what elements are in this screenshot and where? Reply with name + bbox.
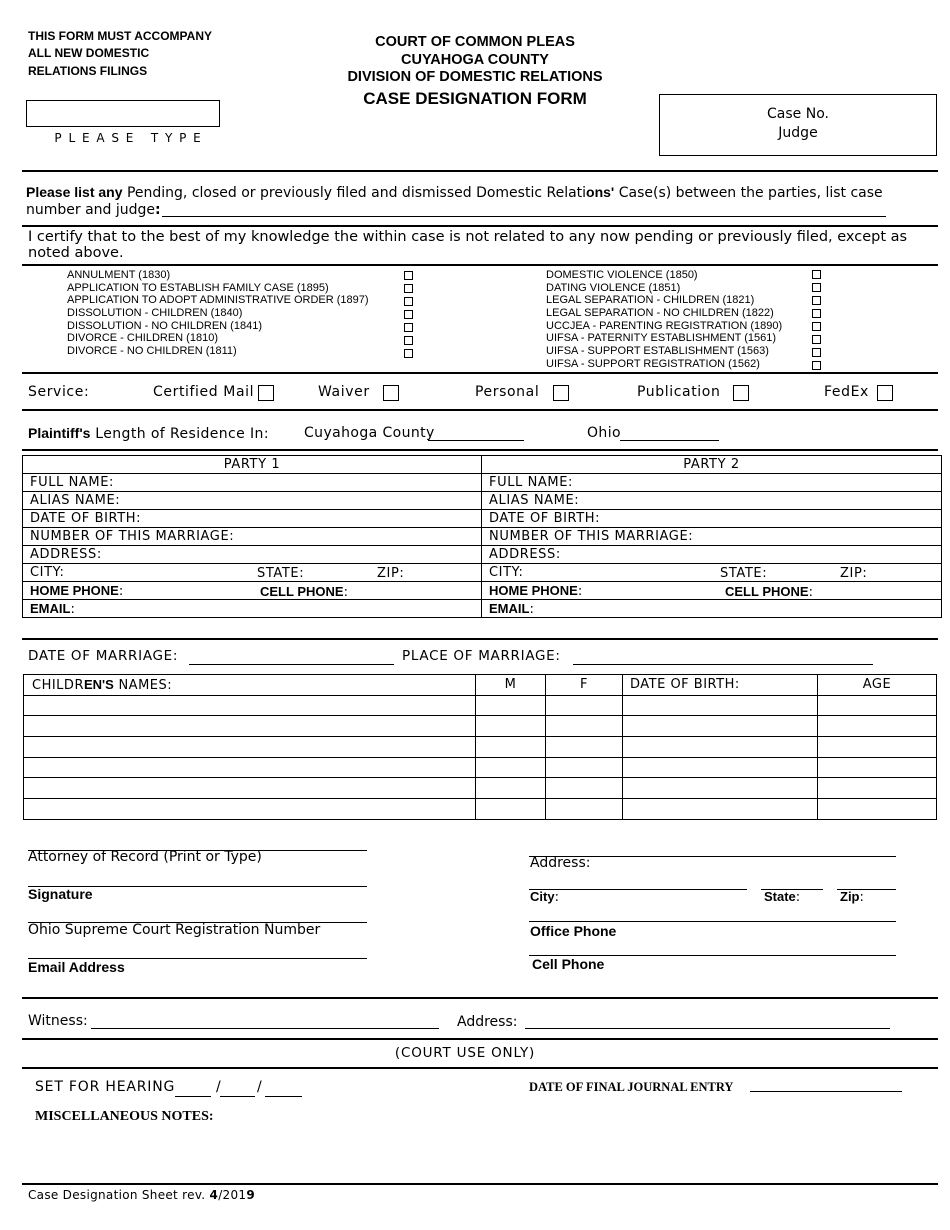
party1-dob-field[interactable]: DATE OF BIRTH:	[23, 510, 482, 528]
case-type-label: DIVORCE - NO CHILDREN (1811)	[67, 345, 237, 358]
service-option-waiver: Waiver	[318, 384, 370, 400]
divider	[22, 409, 938, 411]
divider	[22, 372, 938, 374]
case-type-label: ANNULMENT (1830)	[67, 269, 171, 281]
party1-cell-phone-label: CELL PHONE	[260, 584, 344, 599]
case-type-label: APPLICATION TO ADOPT ADMINISTRATIVE ORDER (1897)	[67, 294, 369, 307]
state-colon: :	[795, 890, 801, 905]
party2-cell-phone-label: CELL PHONE	[725, 584, 809, 599]
hearing-year-field[interactable]	[265, 1096, 302, 1097]
child-name-cell[interactable]	[24, 695, 476, 716]
fedex-checkbox[interactable]	[877, 385, 893, 401]
case-type-checkbox[interactable]	[812, 309, 821, 318]
case-type-label: DIVORCE - CHILDREN (1810)	[67, 332, 218, 345]
party1-phone-field[interactable]	[23, 582, 482, 600]
footer-text: Case Designation Sheet rev.	[28, 1188, 210, 1202]
attorney-record-label: Attorney of Record (Print or Type)	[28, 849, 262, 865]
party1-email-label: EMAIL	[30, 600, 71, 616]
footer-year-digit: 9	[246, 1188, 255, 1202]
form-title: CASE DESIGNATION FORM	[363, 88, 587, 108]
divider	[22, 1067, 938, 1069]
service-option-publication: Publication	[637, 384, 721, 400]
personal-checkbox[interactable]	[553, 385, 569, 401]
child-age-cell[interactable]	[818, 716, 937, 737]
hearing-day-field[interactable]	[220, 1096, 255, 1097]
party1-header: PARTY 1	[23, 456, 482, 474]
related-text: number and judge	[26, 202, 156, 218]
children-names-text: NAMES:	[113, 677, 173, 693]
table-row[interactable]	[24, 695, 937, 716]
children-table	[23, 674, 937, 820]
party1-state-label: STATE:	[257, 566, 305, 581]
party1-cell-phone-colon: :	[343, 585, 349, 600]
service-option-personal: Personal	[475, 384, 540, 400]
party1-address-field[interactable]: ADDRESS:	[23, 546, 482, 564]
filing-notice	[28, 28, 212, 80]
party2-alias-field[interactable]: ALIAS NAME:	[482, 492, 942, 510]
case-type-label: DOMESTIC VIOLENCE (1850)	[546, 269, 698, 281]
child-m-cell[interactable]	[476, 695, 546, 716]
publication-checkbox[interactable]	[733, 385, 749, 401]
case-type-label: UIFSA - PATERNITY ESTABLISHMENT (1561)	[546, 332, 777, 345]
child-name-cell[interactable]	[24, 716, 476, 737]
table-row[interactable]	[24, 799, 937, 820]
divider	[22, 1038, 938, 1040]
case-type-label: DISSOLUTION - NO CHILDREN (1841)	[67, 319, 262, 332]
residence-ohio-label: Ohio	[587, 425, 621, 441]
case-type-checkbox[interactable]	[812, 348, 821, 357]
court-name: COURT OF COMMON PLEAS	[375, 34, 575, 50]
child-dob-cell[interactable]	[623, 799, 818, 820]
party1-city-state-zip-field[interactable]	[23, 564, 482, 582]
case-type-checkbox[interactable]	[404, 271, 413, 280]
witness-address-field[interactable]	[525, 1028, 890, 1029]
hearing-month-field[interactable]	[175, 1096, 211, 1097]
set-for-hearing-label: SET FOR HEARING	[35, 1079, 176, 1095]
children-age-header: AGE	[818, 675, 937, 696]
children-f-header: F	[546, 675, 623, 696]
case-type-label: LEGAL SEPARATION - NO CHILDREN (1822)	[546, 307, 774, 320]
misc-notes-label: MISCELLANEOUS NOTES:	[35, 1109, 214, 1124]
party1-city-label: CITY:	[30, 565, 65, 580]
filing-notice-line: ALL NEW DOMESTIC	[28, 46, 150, 60]
child-age-cell[interactable]	[818, 737, 937, 758]
attorney-zip-label	[840, 889, 864, 905]
footer-text: /201	[218, 1188, 247, 1202]
party2-home-phone-label: HOME PHONE	[489, 582, 578, 598]
party1-alias-field[interactable]: ALIAS NAME:	[23, 492, 482, 510]
party1-home-phone-label: HOME PHONE	[30, 582, 119, 598]
date-of-marriage-field[interactable]	[189, 664, 394, 665]
party-table	[22, 455, 942, 618]
party2-state-label: STATE:	[720, 566, 768, 581]
related-colon: :	[155, 202, 161, 218]
divider	[22, 264, 938, 266]
county-name: CUYAHOGA COUNTY	[401, 51, 549, 68]
attorney-office-phone-label: Office Phone	[530, 923, 617, 939]
case-type-list-left	[67, 269, 369, 358]
divider	[22, 170, 938, 172]
child-age-cell[interactable]	[818, 799, 937, 820]
case-type-checkbox[interactable]	[404, 310, 413, 319]
attorney-city-label	[530, 889, 559, 905]
date-slash: /	[216, 1079, 221, 1095]
divider	[22, 449, 938, 451]
case-type-label: UCCJEA - PARENTING REGISTRATION (1890)	[546, 319, 783, 332]
case-type-list-right	[546, 269, 782, 371]
case-type-label: APPLICATION TO ESTABLISH FAMILY CASE (1895)	[67, 281, 329, 294]
case-type-checkbox[interactable]	[812, 322, 821, 331]
child-f-cell[interactable]	[546, 716, 623, 737]
party2-city-label: CITY:	[489, 565, 524, 580]
child-m-cell[interactable]	[476, 799, 546, 820]
divider	[22, 1183, 938, 1185]
case-type-label: DISSOLUTION - CHILDREN (1840)	[67, 307, 243, 320]
children-dob-header: DATE OF BIRTH:	[623, 675, 818, 696]
case-type-label: UIFSA - SUPPORT REGISTRATION (1562)	[546, 357, 760, 370]
children-names-text: CHILDR	[32, 677, 84, 693]
court-heading	[300, 34, 650, 107]
child-dob-cell[interactable]	[623, 716, 818, 737]
case-type-checkbox[interactable]	[812, 335, 821, 344]
child-f-cell[interactable]	[546, 757, 623, 778]
attorney-address-label: Address:	[530, 855, 591, 871]
residence-ohio-field[interactable]	[620, 440, 719, 441]
residence-county-field[interactable]	[428, 440, 524, 441]
certified-mail-checkbox[interactable]	[258, 385, 274, 401]
table-row[interactable]	[24, 737, 937, 758]
witness-field[interactable]	[91, 1028, 439, 1029]
zip-colon: :	[859, 890, 864, 905]
zip-label-text: Zip	[840, 889, 860, 904]
service-label: Service:	[28, 384, 90, 400]
party2-email-colon: :	[529, 601, 535, 617]
residence-label: Length of Residence In:	[90, 426, 269, 442]
divider	[22, 225, 938, 227]
party1-email-colon: :	[70, 601, 76, 617]
child-name-cell[interactable]	[24, 778, 476, 799]
waiver-checkbox[interactable]	[383, 385, 399, 401]
certify-line: noted above.	[28, 245, 124, 261]
table-row[interactable]	[24, 778, 937, 799]
children-names-bold: EN'S	[83, 676, 114, 692]
case-type-checkbox[interactable]	[812, 283, 821, 292]
party2-cell-phone	[725, 584, 814, 600]
please-type-box	[26, 100, 220, 145]
children-m-header: M	[476, 675, 546, 696]
child-dob-cell[interactable]	[623, 695, 818, 716]
child-m-cell[interactable]	[476, 737, 546, 758]
divider	[22, 638, 938, 640]
child-age-cell[interactable]	[818, 757, 937, 778]
party2-home-phone-colon: :	[577, 583, 583, 599]
case-number-label: Case No.	[767, 106, 829, 122]
final-journal-entry-label: DATE OF FINAL JOURNAL ENTRY	[529, 1080, 734, 1094]
case-type-checkbox[interactable]	[812, 361, 821, 370]
child-f-cell[interactable]	[546, 737, 623, 758]
related-cases-prompt	[26, 184, 883, 219]
case-type-checkbox[interactable]	[404, 284, 413, 293]
party2-city-state-zip-field[interactable]	[482, 564, 942, 582]
child-m-cell[interactable]	[476, 778, 546, 799]
child-dob-cell[interactable]	[623, 778, 818, 799]
table-row[interactable]	[24, 757, 937, 778]
case-number-box	[659, 94, 937, 156]
certify-line: I certify that to the best of my knowledge the within case is not related to any now pending or previously filed, except as	[28, 229, 908, 245]
party1-marriage-number-field[interactable]: NUMBER OF THIS MARRIAGE:	[23, 528, 482, 546]
filing-notice-line: RELATIONS FILINGS	[28, 64, 148, 78]
place-of-marriage-field[interactable]	[573, 664, 873, 665]
party2-cell-phone-colon: :	[808, 585, 814, 600]
court-use-title: (COURT USE ONLY)	[394, 1045, 536, 1061]
child-dob-cell[interactable]	[623, 737, 818, 758]
child-f-cell[interactable]	[546, 778, 623, 799]
division-name: DIVISION OF DOMESTIC RELATIONS	[347, 69, 603, 85]
case-type-checkbox[interactable]	[404, 336, 413, 345]
party2-phone-field[interactable]	[482, 582, 942, 600]
residence-plaintiff: Plaintiff's	[28, 425, 91, 441]
party2-marriage-number-field[interactable]: NUMBER OF THIS MARRIAGE:	[482, 528, 942, 546]
child-m-cell[interactable]	[476, 716, 546, 737]
child-m-cell[interactable]	[476, 757, 546, 778]
related-text-bold: ons'	[586, 184, 615, 200]
party2-email-field[interactable]	[482, 600, 942, 618]
attorney-state-label	[764, 889, 800, 905]
attorney-registration-label: Ohio Supreme Court Registration Number	[28, 922, 321, 938]
child-age-cell[interactable]	[818, 778, 937, 799]
final-journal-entry-field[interactable]	[750, 1091, 902, 1092]
footer-revision	[28, 1188, 255, 1202]
child-name-cell[interactable]	[24, 737, 476, 758]
filing-notice-line: THIS FORM MUST ACCOMPANY	[28, 29, 212, 43]
related-lead: Please list any	[26, 184, 123, 200]
please-type-label: P L E A S E T Y P E	[54, 131, 203, 145]
child-name-cell[interactable]	[24, 757, 476, 778]
case-type-checkbox[interactable]	[404, 323, 413, 332]
party1-full-name-field[interactable]: FULL NAME:	[23, 474, 482, 492]
child-age-cell[interactable]	[818, 695, 937, 716]
party2-address-field[interactable]: ADDRESS:	[482, 546, 942, 564]
case-type-label: UIFSA - SUPPORT ESTABLISHMENT (1563)	[546, 345, 769, 358]
children-header-row	[24, 675, 937, 696]
related-text: Pending, closed or previously filed and dismissed Domestic Relati	[122, 185, 587, 201]
service-option-fedex: FedEx	[824, 384, 869, 400]
date-of-marriage-label: DATE OF MARRIAGE:	[28, 648, 179, 664]
case-type-checkbox[interactable]	[404, 349, 413, 358]
service-row	[28, 384, 89, 400]
residence-county-label: Cuyahoga County	[304, 425, 435, 441]
party1-email-field[interactable]	[23, 600, 482, 618]
case-type-checkbox[interactable]	[812, 270, 821, 279]
related-cases-field[interactable]	[162, 216, 886, 217]
table-row[interactable]	[24, 716, 937, 737]
place-of-marriage-label: PLACE OF MARRIAGE:	[402, 648, 561, 664]
witness-label: Witness:	[28, 1013, 88, 1029]
attorney-email-label: Email Address	[28, 959, 125, 975]
child-dob-cell[interactable]	[623, 757, 818, 778]
party2-email-label: EMAIL	[489, 600, 530, 616]
attorney-city-field[interactable]	[529, 889, 747, 890]
child-f-cell[interactable]	[546, 799, 623, 820]
city-label-text: City	[530, 889, 555, 904]
date-slash: /	[257, 1079, 262, 1095]
child-f-cell[interactable]	[546, 695, 623, 716]
city-colon: :	[554, 890, 559, 905]
witness-address-label: Address:	[457, 1014, 518, 1030]
party2-full-name-field[interactable]: FULL NAME:	[482, 474, 942, 492]
service-option-certified-mail: Certified Mail	[153, 384, 255, 400]
case-type-label: LEGAL SEPARATION - CHILDREN (1821)	[546, 294, 755, 307]
related-text: Case(s) between the parties, list case	[614, 185, 883, 201]
party1-cell-phone	[260, 584, 349, 600]
case-type-checkbox[interactable]	[404, 297, 413, 306]
attorney-office-phone-field[interactable]	[529, 921, 896, 922]
party2-zip-label: ZIP:	[840, 566, 868, 581]
attorney-cell-phone-label: Cell Phone	[532, 956, 605, 972]
party2-dob-field[interactable]: DATE OF BIRTH:	[482, 510, 942, 528]
case-type-label: DATING VIOLENCE (1851)	[546, 281, 681, 294]
party1-home-phone-colon: :	[118, 583, 124, 599]
judge-label: Judge	[778, 125, 818, 141]
children-names-header	[24, 675, 476, 696]
state-label-text: State	[764, 889, 796, 904]
case-type-checkbox[interactable]	[812, 296, 821, 305]
divider	[22, 997, 938, 999]
party2-header: PARTY 2	[482, 456, 942, 474]
attorney-signature-label: Signature	[28, 886, 93, 902]
footer-month: 4	[209, 1188, 219, 1202]
party1-zip-label: ZIP:	[377, 566, 405, 581]
certification-text	[28, 229, 907, 261]
residence-row	[28, 425, 269, 442]
child-name-cell[interactable]	[24, 799, 476, 820]
